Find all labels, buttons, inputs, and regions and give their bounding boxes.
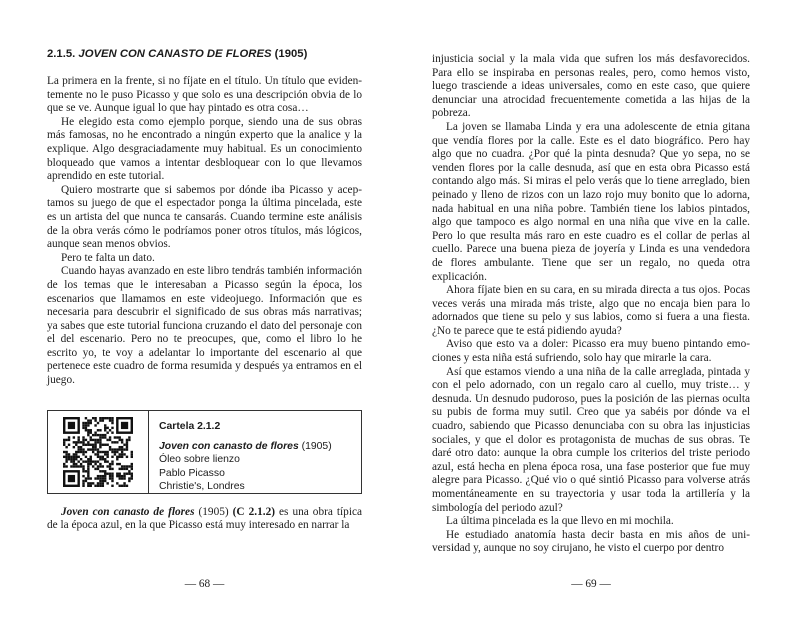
card-reference: (C 2.1.2)	[232, 505, 275, 518]
section-year: (1905)	[274, 48, 308, 60]
paragraph: Aviso que esto va a doler: Picasso era muy bueno pintando emociones y esta niña está sufriendo, solo hay que mirarle la cara.	[432, 338, 750, 365]
qr-code-box	[48, 411, 149, 493]
card-title: Cartela 2.1.2	[159, 420, 221, 432]
paragraph: He elegido esta como ejemplo porque, siendo una de sus obras más famosas, no he encontrado a ningún experto que la analice y la explique. Algo desgraciadamente muy habitual. Es un conocimiento bloqueado que vamos a intentar desbloquear con lo que llevamos aprendido en este tutorial.	[47, 115, 362, 183]
paragraph: Quiero mostrarte que si sabemos por dónde iba Picasso y aceptamos su juego de que el espectador ponga la última pincelada, este es un artista del que nunca te cansarás. Cuando termine este análisis de la obra verás cómo le podríamos poner otros títulos, más lógicos, aunque sean menos obvios.	[47, 183, 362, 251]
paragraph: La joven se llamaba Linda y era una adolescente de etnia gitana que vendía flores por la calle. Este es el dato biográfico. Pero hay algo que no cuadra. ¿Por qué la pinta desnuda? Que yo sepa, no se venden flores por la calle desnuda, así que en esta obra Picasso está contando algo más. Si miras el pelo verás que lo tiene arreglado, bien peinado y lleno de rizos con un lazo rojo muy bonito que lo adorna, nada habitual en una niña pobre. También tiene los labios pintados, algo que tampoco es algo normal en una niña que vive en la calle. Pero lo que resulta más raro en este cuadro es el collar de perlas al cuello. Parece una buena pieza de joyería y Linda es una vendedora de flores ambulante. Tiene que ser un regalo, no queda otra explicación.	[432, 120, 750, 283]
card-work-year: (1905)	[301, 440, 332, 452]
section-title: JOVEN CON CANASTO DE FLORES	[78, 48, 272, 60]
left-page-text	[47, 47, 362, 533]
paragraph: La última pincelada es la que llevo en mi mochila.	[446, 515, 674, 528]
page-number: — 69 —	[571, 578, 611, 590]
paragraph: Cuando hayas avanzado en este libro tendrás también información de los temas que le interesaban a Picasso según la época, los escenarios que llamamos en este videojuego. Información que es necesaria para descubrir el significado de sus obras más narrativas; ya sabes que este tutorial funciona cruzando el dato del personaje con el del escenario. Pero no te preocupes, que, como el libro lo he escrito yo, te voy a adelantar lo importante del escenario al que pertenece este cuadro de forma resumida y después ya entramos en el juego.	[47, 265, 362, 387]
qr-code-icon[interactable]	[63, 417, 133, 487]
paragraph: Ahora fíjate bien en su cara, en su mirada directa a tus ojos. Pocas veces verás una mirada más triste, algo que no encaja bien para lo adornados que tiene su pelo y sus labios, como si fuera a una fiesta. ¿No te parece que te está pidiendo ayuda?	[432, 284, 750, 337]
paragraph: La primera en la frente, si no fíjate en el título. Un título que evidentemente no le puso Picasso y que solo es una descripción obvia de lo que se ve. Aunque igual lo que hay pintado es otra cosa…	[47, 75, 362, 115]
card-location: Christie's, Londres	[159, 480, 245, 492]
paragraph: Pero te falta un dato.	[61, 251, 155, 264]
right-page	[432, 0, 750, 637]
work-title-reference: Joven con canasto de flores	[61, 505, 195, 518]
artwork-label-card	[47, 410, 362, 494]
paragraph-rest: es una obra típica de la época azul, en la que Picasso está muy interesado en narrar la	[47, 505, 362, 532]
card-medium: Óleo sobre lienzo	[159, 454, 240, 466]
card-work-line	[159, 440, 332, 453]
section-number: 2.1.5.	[47, 48, 76, 60]
year-text: (1905)	[194, 505, 233, 518]
page-number: — 68 —	[184, 578, 225, 590]
card-artist: Pablo Picasso	[159, 467, 225, 479]
paragraph: He estudiado anatomía hasta decir basta en mis años de universidad y, aunque no soy cirujano, he visto el cuerpo por dentro	[432, 528, 750, 555]
section-heading	[47, 47, 362, 61]
right-page-text	[432, 53, 750, 556]
paragraph: Así que estamos viendo a una niña de la calle arreglada, pintada y con el pelo adornado, con un regalo caro al cuello, muy triste… y desnuda. Un desnudo pudoroso, pues la posición de las piernas oculta su pubis de forma muy sutil. Creo que ya sabéis por dónde va el cuadro, sabiendo que Picasso denunciaba con su obra las injusticias sociales, y que el dolor es protagonista de muchas de sus obras. Te daré otro dato: aunque la obra cumple los criterios del triste periodo azul, está hecha en plena época rosa, una fase posterior que fue muy alegre para Picasso. ¿Qué vio o qué sintió Picasso para volverse atrás momentáneamente en su trayectoria y usar toda la artillería y la simbología del periodo azul?	[432, 365, 750, 514]
card-work-title: Joven con canasto de flores	[159, 440, 299, 452]
paragraph	[47, 506, 362, 533]
artwork-label-info	[149, 411, 342, 493]
left-page	[47, 0, 362, 637]
paragraph: injusticia social y la mala vida que sufren los más desfavorecidos. Para ello se inspiraba en personas reales, pero, como hemos visto, luego trasciende a ideas universales, como en este caso, que quiere denunciar una atrocidad frecuentemente cometida a las hijas de la pobreza.	[432, 53, 750, 120]
